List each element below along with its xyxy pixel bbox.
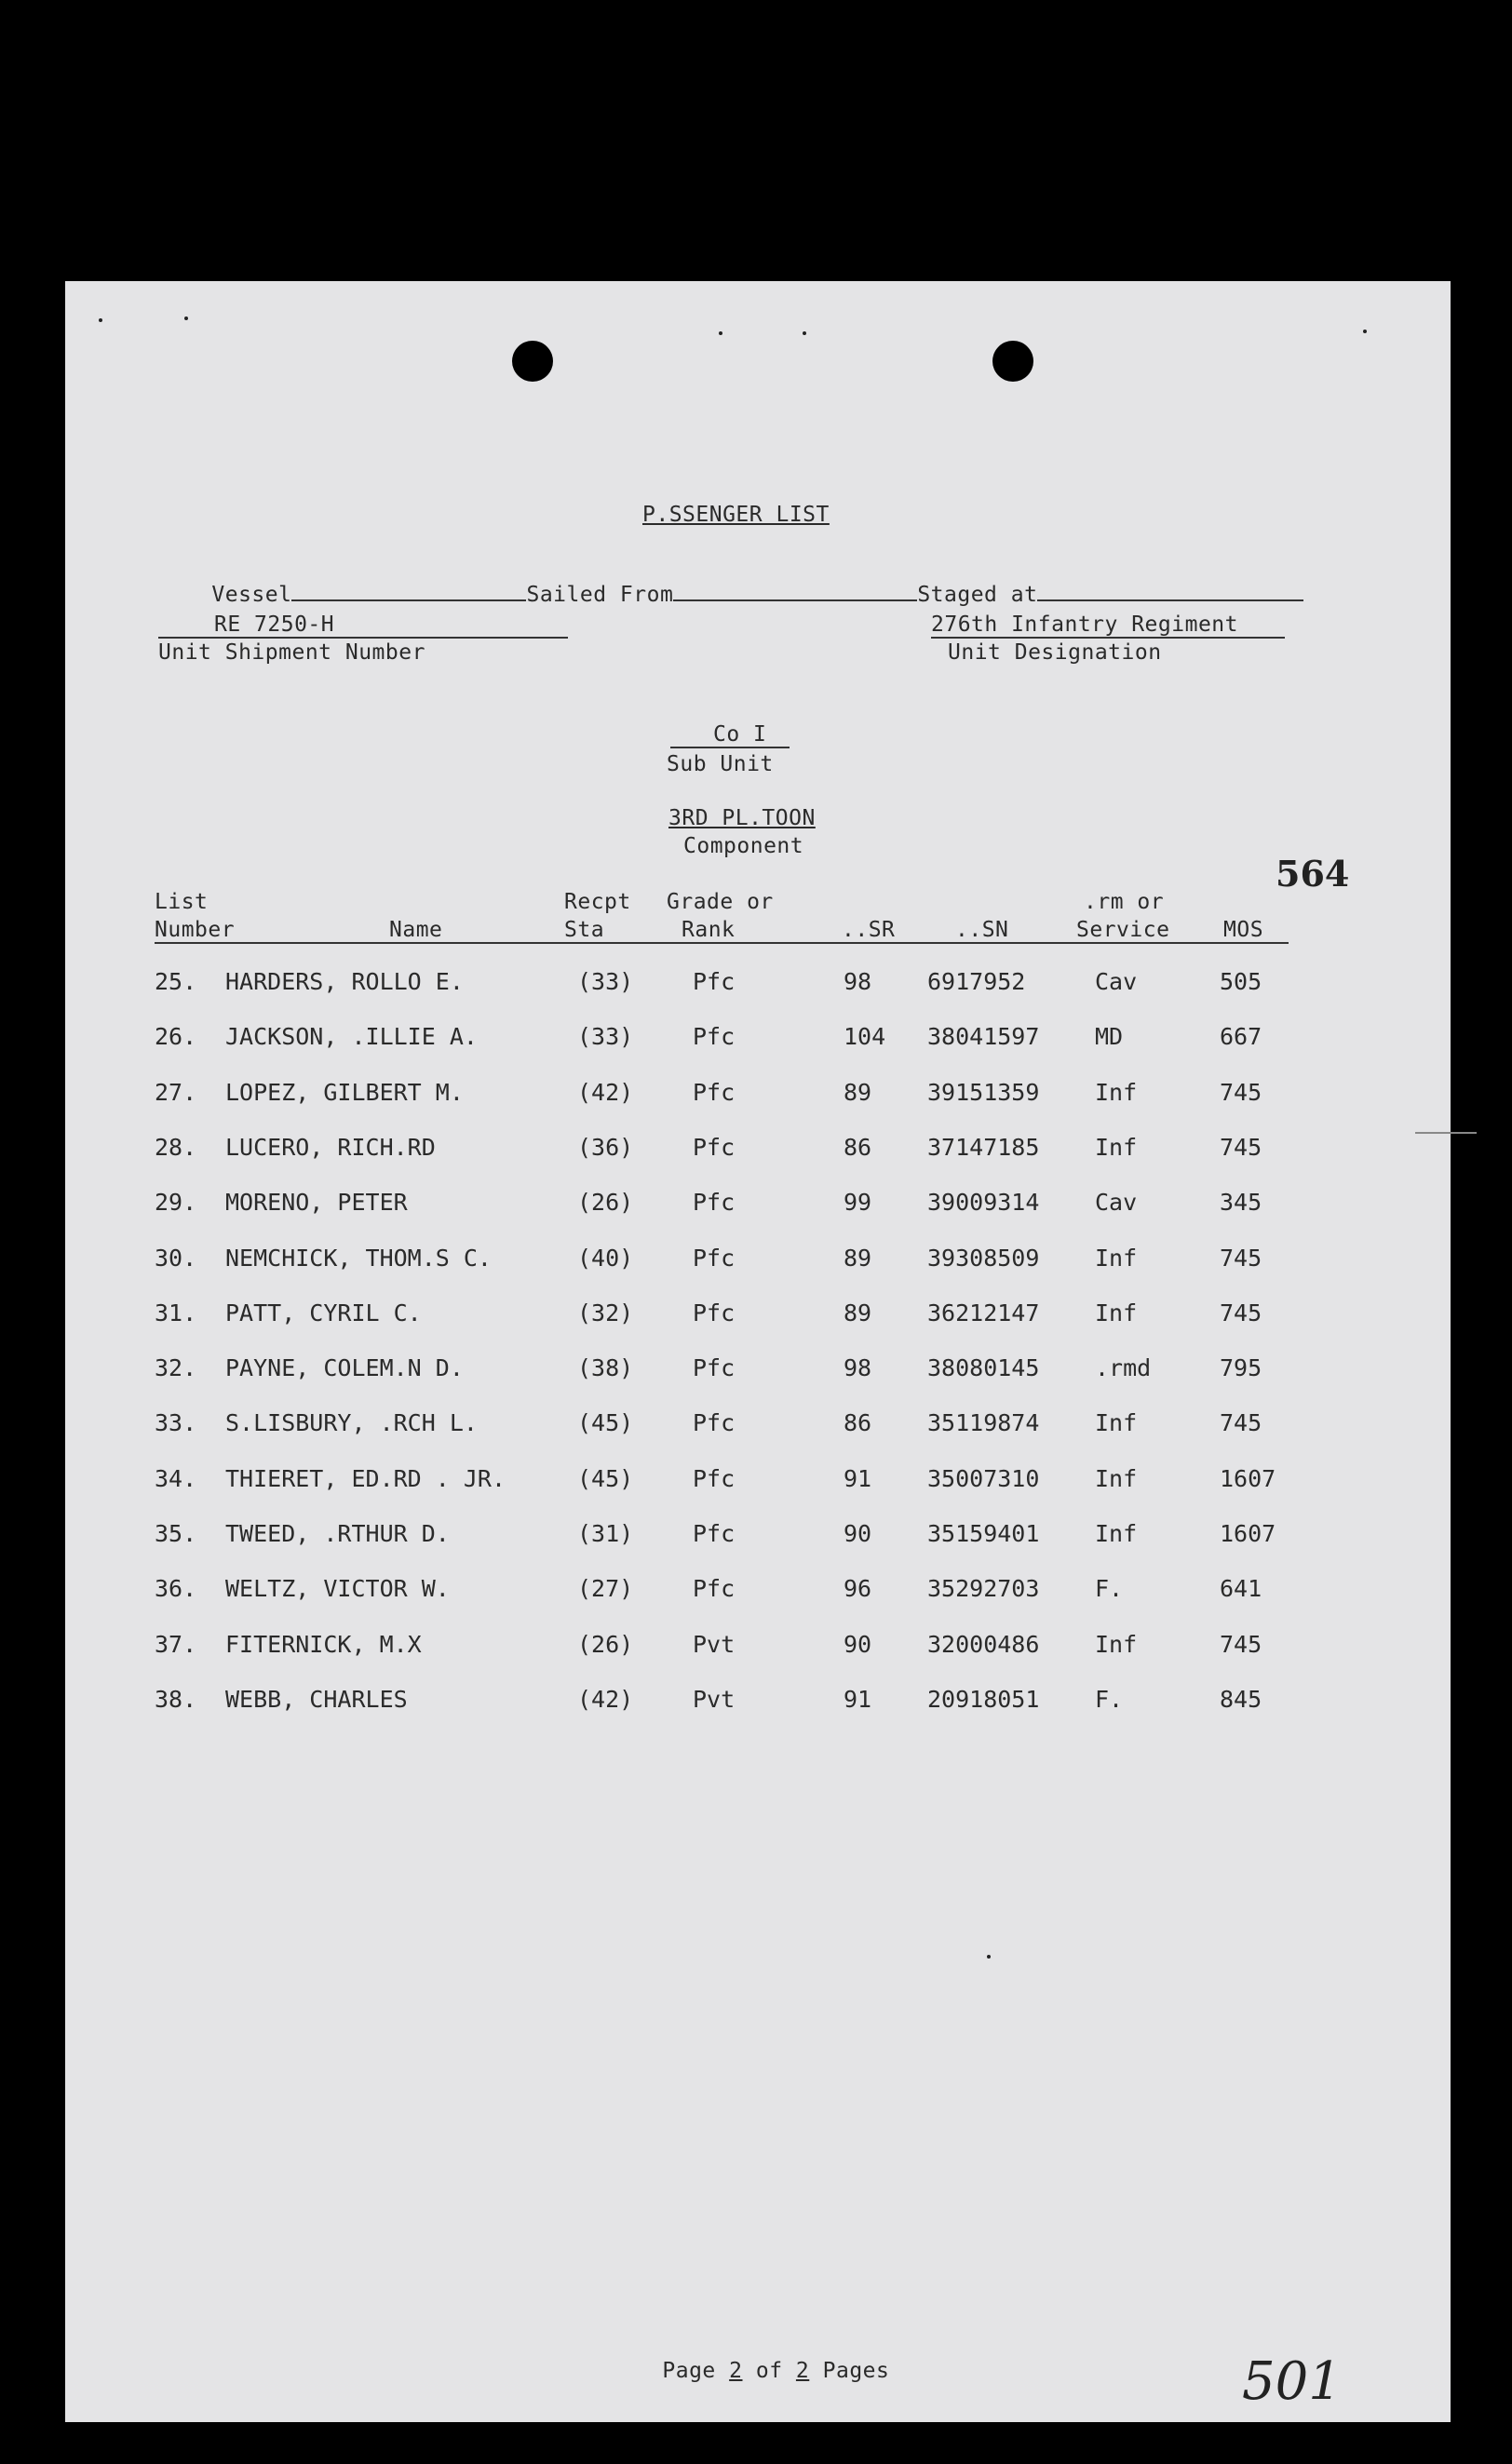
asn-cell: 37147185 (927, 1133, 1040, 1161)
header-mos: MOS (1223, 918, 1264, 942)
arm-service-cell: Inf (1095, 1078, 1138, 1106)
header-recpt-sta-bottom: Sta (564, 918, 605, 942)
document-title: P.SSENGER LIST (642, 503, 830, 527)
header-asr: ..SR (842, 918, 896, 942)
table-row (65, 1465, 1451, 1502)
grade-cell: Pfc (693, 1520, 736, 1547)
passenger-name-cell: TWEED, .RTHUR D. (225, 1520, 450, 1547)
recpt-sta-cell: (33) (577, 968, 634, 995)
component: 3RD PL.TOON (668, 806, 816, 830)
table-row (65, 1299, 1451, 1337)
recpt-sta-cell: (42) (577, 1685, 634, 1713)
passenger-name-cell: LUCERO, RICH.RD (225, 1133, 436, 1161)
header-list-number-top: List (155, 890, 209, 914)
grade-cell: Pfc (693, 1189, 736, 1217)
recpt-sta-cell: (45) (577, 1464, 634, 1492)
unit-designation: 276th Infantry Regiment (931, 613, 1238, 637)
asr-cell: 98 (844, 968, 872, 995)
page-stamp-number: 564 (1276, 853, 1350, 895)
asr-cell: 98 (844, 1354, 872, 1382)
asr-cell: 86 (844, 1133, 872, 1161)
recpt-sta-cell: (38) (577, 1354, 634, 1382)
dust-speck (803, 331, 806, 335)
passenger-name-cell: NEMCHICK, THOM.S C. (225, 1244, 492, 1272)
list-number-cell: 29. (155, 1189, 197, 1217)
grade-cell: Pfc (693, 1354, 736, 1382)
list-number-cell: 25. (155, 968, 197, 995)
sub-unit-label: Sub Unit (667, 752, 774, 776)
header-asn: ..SN (955, 918, 1009, 942)
mos-cell: 505 (1220, 968, 1262, 995)
dust-speck (184, 316, 188, 320)
list-number-cell: 36. (155, 1575, 197, 1603)
table-row (65, 1189, 1451, 1226)
component-label: Component (683, 834, 804, 858)
unit-shipment-underline (158, 637, 568, 639)
mos-cell: 1607 (1220, 1464, 1276, 1492)
mos-cell: 745 (1220, 1299, 1262, 1326)
grade-cell: Pfc (693, 1575, 736, 1603)
header-rule (155, 942, 1289, 944)
table-row (65, 968, 1451, 1005)
asn-cell: 32000486 (927, 1630, 1040, 1658)
asn-cell: 39151359 (927, 1078, 1040, 1106)
vessel-label: Vessel (211, 583, 292, 607)
mos-cell: 795 (1220, 1354, 1262, 1382)
vessel-blank (291, 581, 526, 601)
asr-cell: 91 (844, 1464, 872, 1492)
grade-cell: Pfc (693, 1464, 736, 1492)
arm-service-cell: MD (1095, 1023, 1124, 1051)
recpt-sta-cell: (45) (577, 1409, 634, 1437)
asn-cell: 35159401 (927, 1520, 1040, 1547)
list-number-cell: 30. (155, 1244, 197, 1272)
grade-cell: Pfc (693, 1133, 736, 1161)
asr-cell: 89 (844, 1299, 872, 1326)
passenger-name-cell: THIERET, ED.RD . JR. (225, 1464, 506, 1492)
punch-hole-left (512, 341, 553, 382)
recpt-sta-cell: (33) (577, 1023, 634, 1051)
dust-speck (99, 318, 102, 322)
sailed-from-blank (673, 581, 917, 601)
footer-of-label: of (755, 2359, 783, 2383)
mos-cell: 745 (1220, 1630, 1262, 1658)
list-number-cell: 37. (155, 1630, 197, 1658)
list-number-cell: 35. (155, 1520, 197, 1547)
passenger-name-cell: PAYNE, COLEM.N D. (225, 1354, 464, 1382)
sub-unit: Co I (713, 722, 767, 747)
passenger-name-cell: WELTZ, VICTOR W. (225, 1575, 450, 1603)
asr-cell: 86 (844, 1409, 872, 1437)
mos-cell: 1607 (1220, 1520, 1276, 1547)
footer-page-number: 2 (729, 2359, 743, 2383)
header-arm-top: .rm or (1084, 890, 1165, 914)
asr-cell: 91 (844, 1685, 872, 1713)
staged-at-label: Staged at (917, 583, 1038, 607)
dust-speck (987, 1955, 991, 1959)
mos-cell: 641 (1220, 1575, 1262, 1603)
header-name: Name (389, 918, 443, 942)
table-row (65, 1409, 1451, 1447)
list-number-cell: 34. (155, 1464, 197, 1492)
asr-cell: 96 (844, 1575, 872, 1603)
table-row (65, 1134, 1451, 1171)
asr-cell: 90 (844, 1630, 872, 1658)
passenger-name-cell: HARDERS, ROLLO E. (225, 968, 464, 995)
recpt-sta-cell: (36) (577, 1133, 634, 1161)
list-number-cell: 33. (155, 1409, 197, 1437)
unit-designation-underline (931, 637, 1285, 639)
arm-service-cell: Inf (1095, 1520, 1138, 1547)
arm-service-cell: Inf (1095, 1133, 1138, 1161)
grade-cell: Pfc (693, 1023, 736, 1051)
unit-shipment-number: RE 7250-H (214, 613, 335, 637)
recpt-sta-cell: (32) (577, 1299, 634, 1326)
list-number-cell: 28. (155, 1133, 197, 1161)
mos-cell: 845 (1220, 1685, 1262, 1713)
passenger-name-cell: JACKSON, .ILLIE A. (225, 1023, 478, 1051)
asn-cell: 39308509 (927, 1244, 1040, 1272)
passenger-name-cell: FITERNICK, M.X (225, 1630, 422, 1658)
arm-service-cell: Inf (1095, 1630, 1138, 1658)
table-row (65, 1631, 1451, 1668)
header-arm-bottom: Service (1076, 918, 1170, 942)
asn-cell: 38041597 (927, 1023, 1040, 1051)
handwritten-number: 501 (1242, 2351, 1342, 2412)
recpt-sta-cell: (40) (577, 1244, 634, 1272)
recpt-sta-cell: (26) (577, 1189, 634, 1217)
asn-cell: 35007310 (927, 1464, 1040, 1492)
mos-cell: 345 (1220, 1189, 1262, 1217)
grade-cell: Pvt (693, 1685, 736, 1713)
arm-service-cell: Inf (1095, 1464, 1138, 1492)
mos-cell: 667 (1220, 1023, 1262, 1051)
unit-shipment-label: Unit Shipment Number (158, 640, 425, 665)
recpt-sta-cell: (27) (577, 1575, 634, 1603)
footer-total-pages: 2 (795, 2359, 810, 2383)
arm-service-cell: .rmd (1095, 1354, 1152, 1382)
table-row (65, 1023, 1451, 1060)
dust-speck (1363, 330, 1367, 333)
header-grade-bottom: Rank (682, 918, 736, 942)
recpt-sta-cell: (42) (577, 1078, 634, 1106)
recpt-sta-cell: (26) (577, 1630, 634, 1658)
grade-cell: Pfc (693, 1299, 736, 1326)
recpt-sta-cell: (31) (577, 1520, 634, 1547)
mos-cell: 745 (1220, 1133, 1262, 1161)
asr-cell: 104 (844, 1023, 886, 1051)
grade-cell: Pfc (693, 968, 736, 995)
arm-service-cell: Inf (1095, 1409, 1138, 1437)
asr-cell: 99 (844, 1189, 872, 1217)
asn-cell: 6917952 (927, 968, 1026, 995)
arm-service-cell: F. (1095, 1685, 1124, 1713)
header-recpt-sta-top: Recpt (564, 890, 631, 914)
passenger-name-cell: WEBB, CHARLES (225, 1685, 408, 1713)
arm-service-cell: Cav (1095, 1189, 1138, 1217)
passenger-name-cell: LOPEZ, GILBERT M. (225, 1078, 464, 1106)
header-grade-top: Grade or (667, 890, 774, 914)
document-page (65, 281, 1451, 2422)
asn-cell: 20918051 (927, 1685, 1040, 1713)
table-row (65, 1575, 1451, 1612)
table-row (65, 1354, 1451, 1392)
asr-cell: 89 (844, 1244, 872, 1272)
asr-cell: 89 (844, 1078, 872, 1106)
staged-at-blank (1037, 581, 1303, 601)
table-row (65, 1520, 1451, 1557)
sub-unit-underline (670, 747, 790, 748)
grade-cell: Pvt (693, 1630, 736, 1658)
asr-cell: 90 (844, 1520, 872, 1547)
asn-cell: 35119874 (927, 1409, 1040, 1437)
footer-pages-label: Pages (822, 2359, 890, 2383)
list-number-cell: 31. (155, 1299, 197, 1326)
arm-service-cell: Inf (1095, 1244, 1138, 1272)
list-number-cell: 32. (155, 1354, 197, 1382)
grade-cell: Pfc (693, 1244, 736, 1272)
table-row (65, 1686, 1451, 1723)
grade-cell: Pfc (693, 1078, 736, 1106)
edge-mark (1415, 1132, 1477, 1134)
unit-designation-label: Unit Designation (948, 640, 1162, 665)
list-number-cell: 38. (155, 1685, 197, 1713)
passenger-name-cell: S.LISBURY, .RCH L. (225, 1409, 478, 1437)
grade-cell: Pfc (693, 1409, 736, 1437)
arm-service-cell: Inf (1095, 1299, 1138, 1326)
mos-cell: 745 (1220, 1409, 1262, 1437)
table-row (65, 1079, 1451, 1116)
arm-service-cell: Cav (1095, 968, 1138, 995)
punch-hole-right (992, 341, 1033, 382)
asn-cell: 39009314 (927, 1189, 1040, 1217)
asn-cell: 35292703 (927, 1575, 1040, 1603)
mos-cell: 745 (1220, 1078, 1262, 1106)
sailed-from-label: Sailed From (526, 583, 674, 607)
mos-cell: 745 (1220, 1244, 1262, 1272)
asn-cell: 36212147 (927, 1299, 1040, 1326)
asn-cell: 38080145 (927, 1354, 1040, 1382)
list-number-cell: 26. (155, 1023, 197, 1051)
list-number-cell: 27. (155, 1078, 197, 1106)
passenger-name-cell: PATT, CYRIL C. (225, 1299, 422, 1326)
table-row (65, 1245, 1451, 1282)
arm-service-cell: F. (1095, 1575, 1124, 1603)
dust-speck (719, 331, 722, 335)
page-footer (609, 2335, 889, 2407)
header-list-number-bottom: Number (155, 918, 236, 942)
footer-page-label: Page (662, 2359, 716, 2383)
passenger-name-cell: MORENO, PETER (225, 1189, 408, 1217)
